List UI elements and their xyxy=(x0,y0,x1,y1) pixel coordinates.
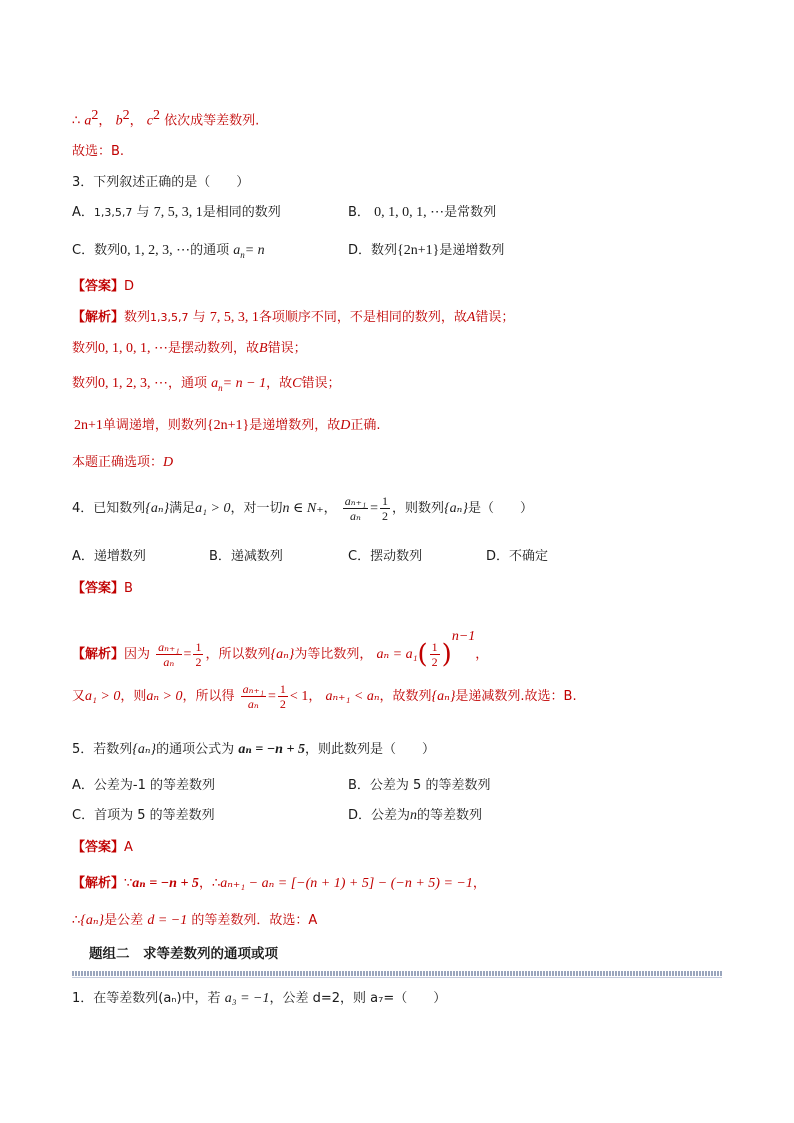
conclusion-text: 依次成等差数列. xyxy=(164,113,260,129)
section-divider-thin xyxy=(72,977,722,978)
var: n xyxy=(410,808,418,823)
exponent: n−1 xyxy=(451,629,476,644)
q3-option-d xyxy=(348,241,504,261)
tag: 【解析】 xyxy=(72,647,125,662)
seq: {aₙ} xyxy=(145,501,170,516)
text: ， xyxy=(475,647,489,662)
half-fraction xyxy=(278,682,288,711)
text: ，则此数列是（ ） xyxy=(304,742,435,757)
q3-explanation-2 xyxy=(72,339,307,359)
q4-option-c: C．摆动数列 xyxy=(348,549,423,564)
text: D．公差为 xyxy=(348,808,411,823)
q5-stem xyxy=(72,740,435,760)
formula: aₙ = −n + 5 xyxy=(238,742,305,757)
q5-option-b: B．公差为 5 的等差数列 xyxy=(348,778,491,793)
ineq: < 1 xyxy=(289,689,309,704)
opt-label: B． xyxy=(348,205,370,220)
text: 是递增数列 xyxy=(439,243,505,258)
text: 的等差数列．故选：A xyxy=(191,913,318,928)
text: 是递增数列，故 xyxy=(249,418,341,433)
q3-option-b xyxy=(348,203,496,223)
q3-stem: 3．下列叙述正确的是（ ） xyxy=(72,175,250,190)
text: 1．在等差数列(aₙ)中，若 xyxy=(72,991,221,1006)
exp-2: 2 xyxy=(122,108,130,123)
text: 错误； xyxy=(267,341,307,356)
tag: 【解析】 xyxy=(72,310,125,325)
var: D xyxy=(163,455,174,470)
text: 的通项 xyxy=(190,243,230,258)
num: 1 xyxy=(279,682,286,696)
seq: {aₙ} xyxy=(444,501,468,516)
eq: = xyxy=(370,501,379,516)
half-fraction xyxy=(193,640,203,669)
q3-explanation-3 xyxy=(72,374,340,398)
q5-option-a: A．公差为-1 的等差数列 xyxy=(72,778,215,793)
text: 错误； xyxy=(301,376,341,391)
tag: 【答案】 xyxy=(72,840,125,855)
text: 正确. xyxy=(350,418,381,433)
text: 的等差数列 xyxy=(417,808,483,823)
cond: a₁ > 0 xyxy=(195,501,231,516)
q3-option-a xyxy=(72,203,281,223)
den: 2 xyxy=(382,509,389,523)
q4-answer xyxy=(72,579,133,599)
conclusion-line xyxy=(72,106,259,131)
text: ， xyxy=(472,876,486,891)
text: ，所以得 xyxy=(182,689,235,704)
seq: 7, 5, 3, 1 xyxy=(153,205,203,220)
den: 2 xyxy=(431,655,438,669)
seq: {2n+1} xyxy=(397,243,440,258)
choice-line: 故选：B. xyxy=(72,144,125,159)
text: 又 xyxy=(72,689,86,704)
num: aₙ₊₁ xyxy=(158,640,180,654)
text: ，则 xyxy=(120,689,147,704)
paren: ) xyxy=(441,639,452,670)
q3-option-c xyxy=(72,241,265,265)
q3-explanation-1 xyxy=(72,308,514,328)
var: B xyxy=(259,341,268,356)
q4-explanation-2: 又a₁ > 0，则aₙ > 0，所以得 $\frac{\text{aₙ₊₁}}{\text{aₙ}}$ = $\frac{1}{2}$ < 1， aₙ₊₁ < aₙ，故数列{aₙ}是递减数列.故选：B. xyxy=(72,682,577,711)
den: aₙ xyxy=(343,508,368,523)
q5-explanation-1 xyxy=(72,874,486,894)
text: ，∴ xyxy=(198,876,221,891)
seq: {aₙ} xyxy=(270,647,295,662)
sep: ， xyxy=(129,113,143,129)
text: 与 xyxy=(192,310,206,325)
text: 是（ ） xyxy=(467,501,533,516)
q5-answer xyxy=(72,838,133,858)
num: aₙ₊₁ xyxy=(344,494,367,508)
q4-option-d: D．不确定 xyxy=(486,549,549,564)
text: 单调递增，则数列 xyxy=(102,418,207,433)
q3-explanation-4 xyxy=(74,416,381,436)
seq: {2n+1} xyxy=(206,418,250,433)
opt-label: C．数列 xyxy=(72,243,121,258)
den: 2 xyxy=(195,655,202,669)
text: ，通项 xyxy=(168,376,208,391)
formula: aₙ₊₁ − aₙ = [−(n + 1) + 5] − (−n + 5) = −1 xyxy=(220,876,473,891)
text: 为等比数列， xyxy=(294,647,373,662)
text: 数列 xyxy=(124,310,151,325)
math-b: b xyxy=(115,113,123,129)
eq: = xyxy=(268,689,276,704)
q4-option-a: A．递增数列 xyxy=(72,549,146,564)
q5-explanation-2 xyxy=(72,911,317,931)
exp-2: 2 xyxy=(152,108,160,123)
exp-2: 2 xyxy=(91,108,99,123)
text: 是公差 xyxy=(104,913,144,928)
num: 1 xyxy=(431,640,438,654)
text: 是常数列 xyxy=(444,205,497,220)
section-divider xyxy=(72,971,722,976)
text: ，故 xyxy=(266,376,293,391)
half-fraction xyxy=(380,494,390,523)
var: D xyxy=(340,418,351,433)
q4-stem xyxy=(72,490,533,528)
text: 本题正确选项： xyxy=(72,455,164,470)
text: 5．若数列 xyxy=(72,742,133,757)
eq: = n − 1 xyxy=(222,376,267,391)
text: ，公差 d=2，则 a₇=（ ） xyxy=(269,991,447,1006)
eq: = xyxy=(183,647,192,662)
q3-answer xyxy=(72,277,134,297)
seq: {aₙ} xyxy=(80,913,105,928)
cond: d = −1 xyxy=(147,913,188,928)
text: ，则数列 xyxy=(392,501,445,516)
cond: a₁ > 0 xyxy=(85,689,121,704)
var: A xyxy=(466,310,476,325)
var: C xyxy=(292,376,302,391)
text: 的通项公式为 xyxy=(156,742,235,757)
text: ，故数列 xyxy=(379,689,432,704)
ratio-fraction xyxy=(156,640,181,669)
sep: ， xyxy=(98,113,112,129)
formula: aₙ = a₁ xyxy=(376,647,418,662)
den: aₙ xyxy=(241,696,266,711)
seq: {aₙ} xyxy=(431,689,456,704)
den: aₙ xyxy=(156,654,181,669)
math-c: c xyxy=(146,113,153,129)
text: 满足 xyxy=(169,501,196,516)
a-n: $a_n$ xyxy=(233,243,245,260)
cond: aₙ > 0 xyxy=(146,689,183,704)
ratio-fraction xyxy=(343,494,368,523)
answer: B xyxy=(124,581,133,596)
q5-option-c: C．首项为 5 的等差数列 xyxy=(72,808,215,823)
a-n: $a_n$ xyxy=(211,376,223,393)
cond: n ∈ N₊ xyxy=(282,501,324,516)
text: 因为 xyxy=(124,647,151,662)
math-a: a xyxy=(84,113,92,129)
seq: 7, 5, 3, 1 xyxy=(209,310,259,325)
formula: aₙ = −n + 5 xyxy=(132,876,199,891)
num: aₙ₊₁ xyxy=(242,682,265,696)
num: 1 xyxy=(382,494,389,508)
text: 与 xyxy=(136,205,150,220)
seq: 1,3,5,7 xyxy=(150,311,189,324)
num: 1 xyxy=(195,640,202,654)
answer: D xyxy=(124,279,135,294)
q5-option-d xyxy=(348,806,482,826)
section-title: 题组二 求等差数列的通项或项 xyxy=(89,946,278,962)
expr: 2n+1 xyxy=(74,418,103,433)
seq: 0, 1, 2, 3, ⋯ xyxy=(98,376,169,391)
text: 数列 xyxy=(72,376,99,391)
text: ， xyxy=(323,501,337,516)
text: ∴ xyxy=(72,913,81,928)
seq: 1,3,5,7 xyxy=(93,206,133,219)
seq: 0, 1, 0, 1, ⋯ xyxy=(98,341,169,356)
den: 2 xyxy=(279,697,286,711)
s1-question xyxy=(72,989,446,1009)
half-fraction xyxy=(430,640,440,669)
eq: = n xyxy=(244,243,265,258)
opt-label: A． xyxy=(72,205,94,220)
tag: 【答案】 xyxy=(72,581,125,596)
text: 4．已知数列 xyxy=(72,501,146,516)
opt-label: D．数列 xyxy=(348,243,398,258)
text: ，所以数列 xyxy=(205,647,271,662)
tag: 【答案】 xyxy=(72,279,125,294)
ratio-fraction xyxy=(241,682,266,711)
cond: aₙ₊₁ < aₙ xyxy=(325,689,380,704)
text: 错误； xyxy=(475,310,515,325)
text: 各项顺序不同，不是相同的数列，故 xyxy=(258,310,467,325)
q4-explanation-1 xyxy=(72,616,488,676)
text: 是摆动数列，故 xyxy=(168,341,260,356)
seq: {aₙ} xyxy=(132,742,157,757)
text: ，对一切 xyxy=(230,501,283,516)
tag: 【解析】 xyxy=(72,876,125,891)
cond: a₃ = −1 xyxy=(224,991,270,1006)
text: 是递减数列.故选：B. xyxy=(455,689,577,704)
q3-conclusion xyxy=(72,453,173,473)
because: ∵ xyxy=(124,876,133,891)
answer: A xyxy=(124,840,133,855)
paren: ( xyxy=(417,639,428,670)
seq: 0, 1, 0, 1, ⋯ xyxy=(374,205,445,220)
therefore-symbol: ∴ xyxy=(72,113,81,129)
text: 数列 xyxy=(72,341,99,356)
seq: 0, 1, 2, 3, ⋯ xyxy=(120,243,191,258)
q4-option-b: B．递减数列 xyxy=(209,549,283,564)
text: 是相同的数列 xyxy=(202,205,281,220)
